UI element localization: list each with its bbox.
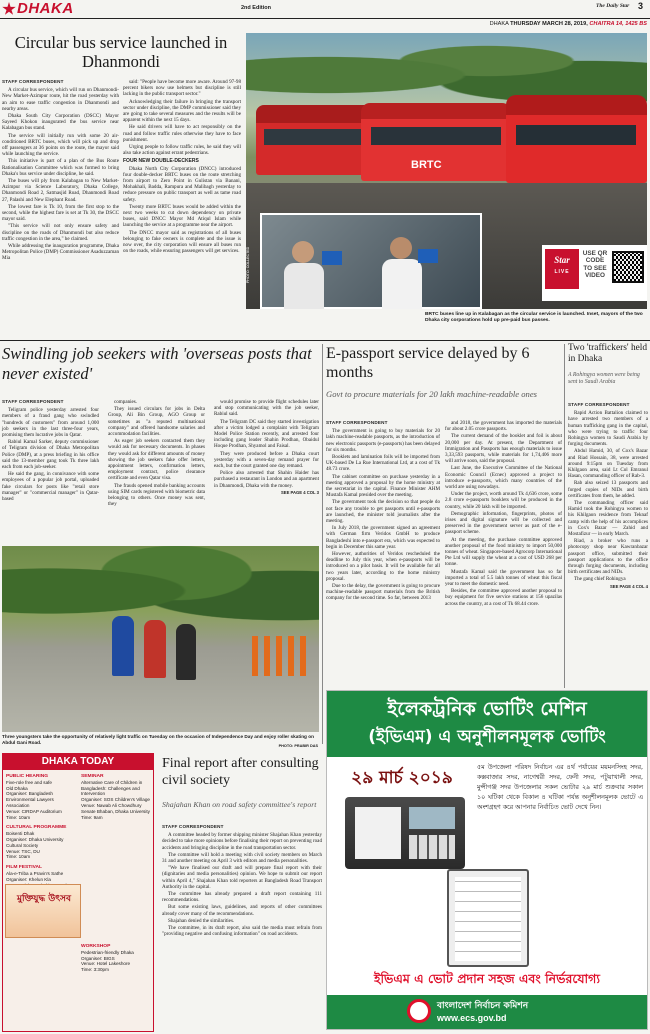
bus-story-headline: Circular bus service launched in Dhanmondi: [14, 33, 228, 71]
skating-photo-credit: PHOTO: PRABIR DAS: [278, 744, 318, 748]
paragraph: Due to the delay, the government is going to procure machine-readable passport materials from the British company for the second time. So far, between 2013: [326, 583, 440, 602]
bus-shape-3: [506, 95, 647, 183]
bus-shape-2: BRTC: [361, 103, 511, 181]
trafficker-deck: A Rohingya women were being sent to Saudi Arabia: [568, 372, 640, 385]
traffic-cones: [252, 636, 312, 676]
paragraph: Twenty more BRTC buses would be added within the next two weeks to cut down dependency on private buses, said DNCC Mayor Md Atiqul Islam while launching the service at a programme near the airport.: [123, 203, 241, 229]
paragraph: The buses will ply from Kalabagan to New Market-Azimpur via Science Laboratory, Dhaka College, Dhanmondi Road 2, Satmasjid Road, Dhanmondi Road 27, Palashi and New Elephant Road.: [2, 178, 119, 203]
edition-label: 2nd Edition: [241, 5, 271, 11]
dateline-city: DHAKA: [489, 21, 509, 27]
paragraph: A committee headed by former shipping minister Shajahan Khan yesterday decided to take more opinions before finalising their report on preventing road accidents and bringing discipline in the road transportation sector.: [162, 832, 322, 851]
ad-body: ৫ম উপজেলা পরিষদ নির্বাচন এর ৪র্থ পর্যায়ের ময়মনসিংহ সদর, কক্সবাজার সদর, নাগেশ্বরী সদর, ফেনী সদর, পটুয়াখালী সদর, মুন্সীগঞ্জ সদর উপজেলার সকল ভোটার ২৯ মার্চ শুক্রবার সকাল ১০ ঘটিকা থেকে বিকাল ৪ ঘটিকা পর্যন্ত অনুশীলনমূলক ভোটে এ অংশগ্রহণ করে আপনার নির্বাচিত ভোট দেখে নিন।: [477, 764, 643, 811]
paragraph: This initiative is part of a plan of the Bus Route Rationalisation Committee which was formed to bring Dhaka's bus service under discipline, he said.: [2, 158, 119, 177]
event-detail: Five-role free and safe: [6, 779, 52, 785]
event-detail: Ala-e-Triba a Pravin's Sathe: [6, 870, 64, 876]
paragraph: Acknowledging their failure in bringing the transport sector under discipline, the DMP commissioner said they are going to take several measures and the results will be apparent within the next 15 days.: [123, 98, 241, 124]
section-rule-1: [0, 340, 650, 341]
bus-photo-caption: BRTC buses line up in Kalabagan as the circular service is launched. Inset, mayors of the two Dhaka city corporations hold up pre-paid bus passes.: [425, 312, 643, 323]
paper-name: The Daily Star: [596, 3, 630, 9]
paragraph: Abdul Hamid, 30, of Cox's Bazar and Riad Hossain, 38, were arrested around 9:15pm on Tuesday from Khilgaon area, said Lt Col Emranul Hasan, commanding officer of Rab-3.: [568, 448, 648, 480]
event-detail: Organiser: Khelun Kla: [6, 876, 51, 882]
ec-seal-icon: [407, 999, 431, 1023]
paragraph: and 2018, the government has imported the materials for about 2.05 crore passports.: [445, 420, 562, 433]
epass-headline: E-passport service delayed by 6 months: [326, 345, 530, 381]
ec-org-name: বাংলাদেশ নির্বাচন কমিশন: [437, 1001, 529, 1011]
tree-shape: [246, 33, 647, 103]
dhaka-today-col2-bottom: [81, 944, 151, 978]
paragraph: Under the project, worth around Tk 4,636 crore, some 2.8 crore e-passports booklets will be produced in the country, while 20 lakh will be imported.: [445, 491, 562, 510]
byline: STAFF CORRESPONDENT: [568, 402, 630, 407]
event-category: CULTURAL PROGRAMME: [6, 825, 67, 831]
paragraph: The frauds opened mobile banking accounts using SIM cards registered with biometric data belonging to others. Once money was sent, they: [108, 482, 205, 508]
event-detail: Venue: TSC, DU: [6, 848, 40, 854]
paragraph: Police also arrested that Shahin Haider has purchased a restaurant in London and an apartment in Dhanmondi, Dhaka with the money.: [214, 470, 319, 489]
dhaka-today-title: DHAKA TODAY: [3, 754, 153, 770]
epass-deck: Govt to procure materials for 20 lakh machine-readable ones: [326, 389, 537, 399]
epass-col2: [445, 420, 562, 688]
event-detail: Pedestrian-friendly Dhaka: [81, 949, 134, 955]
paragraph: The commanding officer said Hamid took the Rohingya women to his Khilgaon residence from Teknaf camp with the help of his accomplices in Cox's Bazar — Zahid and Mostafizur — in early March.: [568, 500, 648, 538]
paragraph: would promise to provide flight schedules later and stop communicating with the job seeker, Rabiul said.: [214, 399, 319, 418]
job-col3-body: [214, 399, 319, 489]
ad-banner: [327, 691, 647, 757]
subhead-double-decker: FOUR NEW DOUBLE-DECKERS: [123, 158, 199, 165]
paragraph: Dhaka South City Corporation (DSCC) Mayor Sayeed Khokon inaugurated the bus service near Kalabagan bus stand.: [2, 113, 119, 132]
trafficker-headline: Two 'traffickers' held in Dhaka: [568, 343, 648, 364]
paragraph: But some existing laws, guidelines, and reports of other committees already cover many of the recommendations.: [162, 904, 322, 917]
byline: STAFF CORRESPONDENT: [2, 399, 64, 404]
final-story-deck: Shajahan Khan on road safety committee's report: [162, 800, 317, 809]
event-detail: Time: 3:30pm: [81, 967, 109, 973]
job-continue-ref: SEE PAGE 4 COL 3: [280, 489, 319, 495]
paragraph: The committee has already prepared a draft report containing 111 recommendations.: [162, 891, 322, 904]
event-category: FILM FESTIVAL: [6, 865, 43, 871]
paragraph: companies.: [114, 399, 138, 405]
paragraph: Mustafa Kamal said the government has so far imported a total of 5.5 lakh tonnes of wheat this fiscal year to meet the domestic need.: [445, 568, 562, 588]
epass-col1-body: [326, 428, 440, 601]
event-detail: Organiser: Dhaka University Cultural Society: [6, 836, 64, 848]
paragraph: Last June, the Executive Committee of the National Economic Council (Ecnec) approved a project to introduce e-passports, which many countries of the world are using nowadays.: [445, 465, 562, 491]
paragraph: However, authorities of Veridos rescheduled the deadline to July this year, when e-passports will be introduced on a pilot basis. It will be available for all two years later, according to the home ministry proposal.: [326, 551, 440, 582]
masthead-rule: [0, 18, 650, 19]
event-category: WORKSHOP: [81, 944, 111, 949]
qr-instruction: USE QR CODE TO SEE VIDEO: [582, 250, 608, 279]
event-detail: Venue: Hotel Lakeshore: [81, 961, 131, 967]
event-detail: Time: 10am: [6, 854, 31, 860]
paragraph: They issued circulars for jobs in Delta Group, Ali Bin Group, AGO Group or sometimes as "a reputed multinational company" and offered handsome salaries and accommodation facilities.: [108, 406, 205, 438]
live-badge: LIVE: [554, 269, 570, 275]
paragraph: Shajahan denied the similarities.: [168, 917, 235, 924]
ad-headline-2: (ইভিএম) এ অনুশীলনমূলক ভোটিং: [368, 727, 606, 747]
column-rule: [322, 344, 323, 744]
paragraph: While addressing the inauguration programme, Dhaka Metropolitan Police (DMP) Commissioner Asaduzzaman Mia: [2, 243, 119, 262]
bus-story-col2: [123, 79, 241, 339]
event-category: PUBLIC HEARING: [6, 774, 49, 779]
paragraph: Rabiul Kamal Sarker, deputy commissioner of Teligram division of Dhaka Metropolitan Police (DMP), at a press briefing in his office said the 13-member gang took Tk three lakh each from each job-seeker.: [2, 439, 99, 471]
bus-photo: [246, 33, 647, 309]
paragraph: The gang chief Rohingya: [574, 576, 626, 583]
dateline-date: THURSDAY MARCH 28, 2019,: [510, 21, 588, 27]
evm-machine-illustration: [345, 797, 465, 869]
byline: STAFF CORRESPONDENT: [2, 79, 64, 84]
ad-headline-1: ইলেকট্রনিক ভোটিং মেশিন: [387, 698, 587, 720]
page-number: 3: [638, 1, 644, 11]
section-logo: [2, 1, 82, 17]
bus-col2-body: [123, 79, 241, 156]
event-category: SEMINAR: [81, 774, 104, 779]
dhaka-today-col2-top: [81, 774, 151, 820]
event-detail: Boisenti Dhak: [6, 831, 35, 837]
ec-website[interactable]: www.ecs.gov.bd: [437, 1013, 507, 1023]
paragraph: The government took the decision so that people do not face any trouble to get passports until e-passports are launched, the minister told journalists after the meeting.: [326, 499, 440, 525]
skating-photo: [2, 546, 319, 732]
paragraph: said: "People have become more aware. Around 97-98 percent bikers now use helmets but discipline is still lacking in the public transport sector.": [123, 79, 241, 98]
star-live-logo-text: Star: [554, 255, 570, 265]
event-detail: Organiser: SOS Children's Village: [81, 797, 150, 803]
final-story-text: [162, 832, 322, 937]
paragraph: The DNCC mayor said as registrations of all buses belonging to fake owners is complete and the issue is now over, the city corporation will ensure all buses run on the roads, while ensuring passengers will get services.: [123, 229, 241, 255]
paragraph: The cabinet committee on purchase yesterday in a meeting approved a proposal by the home ministry at the secretariat in the capital. Finance Minister AHM Mustafa Kamal presided over the meeting.: [326, 473, 440, 499]
paragraph: Rapid Action Battalion claimed to have arrested two members of a human trafficking gang in the capital, who were trying to traffic four Rohingya women to Saudi Arabia by forging documents.: [568, 410, 648, 448]
event-detail: Venue: Nawab Ali Chowdhury Senate Bhaban, Dhaka University: [81, 802, 150, 814]
paragraph: The Teligram DC said they started investigation after a victim lodged a complaint with Teligram Model Police Station recently, and arrested four including gang leader Shahin Prodhan, Obaidul Hoque Prodhan, Shyamol and Faisal.: [214, 418, 319, 450]
paragraph: Riad, a broker who runs a photocopy shop near Kawranbazar passport office, submitted their passport applications to the office through forging documents, including birth certificates and NIDs.: [568, 538, 648, 576]
event-detail: Alternative Care of Children in Bangladesh: Challenges and Intervention: [81, 779, 143, 797]
trafficker-body: [568, 402, 648, 686]
paragraph: Besides, the committee approved another proposal to buy equipment for five service stations at 156 upazilas across the country, at a cost of Tk 68.44 crore.: [445, 588, 562, 607]
paragraph: Dhaka North City Corporation (DNCC) introduced four double-decker BRTC buses on the route stretching from airport to Zero Point in Gulistan via Banani, Mohakhali, Badda, Rampura and Malibagh yesterday to reduce pressure on public transport as well as tame road safety.: [123, 165, 241, 203]
masthead: [0, 0, 650, 18]
skater-1: [112, 616, 134, 676]
paragraph: Demographic information, fingerprints, photos of irises and digital signature will be collected and preserved in the government server as part of the e-passport scheme.: [445, 510, 562, 536]
paragraph: He said the gang, in connivance with some employees of a popular job portal, uploaded fake circulars for posts like "retail store manager" or "commercial manager" in Qatar-based: [2, 471, 99, 503]
skater-3: [176, 624, 196, 680]
job-story-headline: Swindling job seekers with 'overseas posts that never existed': [2, 344, 312, 383]
event-detail: Venue: CIRDAP Auditorium: [6, 808, 62, 814]
ballot-unit-illustration: [447, 869, 529, 967]
ad-slogan: ইভিএম এ ভোট প্রদান সহজ এবং নির্ভরযোগ্য: [373, 971, 600, 986]
job-story-col2: [108, 399, 205, 539]
paragraph: Teligram police yesterday arrested four members of a fraud gang who swindled "hundreds of customers" from around 1,000 job seekers in the last three-four years, promising them lucrative jobs in Qatar.: [2, 407, 99, 439]
paragraph: The current demand of the booklet and foil is about 20,000 per day. At present, the Department of Immigration and Passports has enough materials to issue 3,33,593 passports, while materials for 1,74,406 more will arrive soon, said the proposal.: [445, 433, 562, 465]
paragraph: Urging people to follow traffic rules, he said they will also take action against errant pedestrians.: [123, 144, 241, 157]
star-live-logo: [545, 249, 579, 289]
ec-evm-advertisement: [326, 690, 648, 1030]
byline: STAFF CORRESPONDENT: [326, 420, 388, 425]
event-detail: Old Dhaka: [6, 785, 28, 791]
trafficker-continue-ref: SEE PAGE 4 COL 4: [609, 583, 648, 589]
paragraph: The committee, in its draft report, also said the media must refrain from "providing negative and confusing information" on road accidents.: [162, 925, 322, 938]
mayors-inset-photo: [260, 213, 482, 309]
paragraph: "We have finalised our draft and will prepare final report with their (dignitaries and media personalities) opinion. We hope to submit our report within April 4," Shajahan Khan told reporters at Bangladesh Road Transport Authority in the capital.: [162, 865, 322, 890]
job-col2-body: [108, 399, 205, 507]
event-detail: Time: 9am: [81, 814, 103, 820]
paragraph: The committee will hold a meeting with civil society members on March 31 and another meeting on April 3 with editors and media personalities.: [162, 851, 322, 865]
event-detail: Organiser: BIGS: [81, 955, 115, 961]
job-story-col1: [2, 399, 99, 539]
dateline: [455, 20, 647, 30]
paragraph: He said drivers will have to act responsibly on the road and follow traffic rules otherwise they have to face punishment.: [123, 124, 241, 143]
star-live-qr-box[interactable]: [542, 245, 647, 301]
section-title: DHAKA: [17, 0, 74, 17]
paragraph: Rab also seized 13 passports and forged copies of NIDs and birth certificates from them, he added.: [568, 480, 648, 499]
dhaka-today-panel: [2, 753, 154, 1032]
event-item: [6, 774, 76, 820]
job-story-col3: [214, 399, 319, 539]
event-detail: Time: 10am: [6, 814, 31, 820]
paragraph: The government is going to buy materials for 20 lakh machine-readable passports, as the introduction of new electronic passports (e-passports) has been delayed for six months.: [326, 428, 440, 453]
event-poster-text: মুক্তিযুদ্ধ উৎসব: [16, 894, 71, 904]
paragraph: "This service will not only ensure safety and discipline on the roads of Dhanmondi but also reduce traffic congestion in the area," he claimed.: [2, 223, 119, 242]
skater-2: [144, 620, 166, 678]
bus-story-col1: [2, 79, 119, 339]
paragraph: At the meeting, the purchase committee approved another proposal of the food ministry to import 50,000 tonnes of wheat. Singapore-based Agrocorp International Pte Ltd will supply the wheat at a cost of USD 268 per tonne.: [445, 536, 562, 568]
ec-logo-bar: [327, 995, 647, 1029]
epass-col2-body: [445, 420, 562, 607]
trafficker-body-text: [568, 410, 648, 582]
final-story-body: [162, 824, 322, 1032]
ad-date: ২৯ মার্চ ২০১৯: [351, 768, 453, 788]
star-mark-icon: [2, 2, 16, 16]
paragraph: As eager job seekers contacted them they would ask for necessary documents. In phases they would ask for different amounts of money showing the job seekers fake offer letters, appointment letters, confirmation letters, employment contract, police clearance certificate and even Qatar visa.: [108, 438, 205, 482]
photo-credit-bus: PHOTO: COLLECTED: [246, 246, 250, 283]
byline: STAFF CORRESPONDENT: [162, 824, 224, 829]
bus-col1-body: [2, 87, 119, 261]
dateline-bangla: CHAITRA 14, 1425 BS: [589, 21, 647, 27]
skating-caption: Three youngsters take the opportunity of relatively light traffic on Tuesday on the occasion of Independence Day and enjoy roller skating on Abdul Gani Road.: [2, 734, 314, 745]
paragraph: A circular bus service, which will run on Dhanmondi-New Market-Azimpur route, hit the road yesterday with an aim to ease traffic congestion in Dhanmondi and nearby areas.: [2, 87, 119, 112]
paragraph: Booklets and lamination foils will be imported from UK-based De La Rue International Ltd, at a cost of Tk 48.73 crore.: [326, 454, 440, 473]
event-item: [6, 825, 76, 860]
paragraph: The service will initially run with some 20 air-conditioned BRTC buses, which will pick up and drop off passengers at 36 points on the route, the mayor said while launching the service.: [2, 132, 119, 158]
paragraph: In July 2018, the government signed an agreement with German firm Veridos GmbH to produce Bangladeshi into e-passport era, which was expected to begin in December this same year.: [326, 525, 440, 550]
qr-code-icon[interactable]: [612, 251, 644, 283]
event-item: [81, 774, 151, 820]
epass-col1: [326, 420, 440, 688]
final-story-headline: Final report after consulting civil society: [162, 756, 319, 788]
paragraph: They were produced before a Dhaka court yesterday with a seven-day remand prayer for each, but the court granted one day remand.: [214, 450, 319, 470]
paragraph: The lowest fare is Tk 10, from the first stop to the second, while the highest fare is set at Tk 30, the DSCC mayor said.: [2, 203, 119, 223]
bus-col2b-body: [123, 166, 241, 255]
event-detail: Organiser: Bangladesh Environmental Lawyers Association: [6, 791, 54, 808]
event-poster: [5, 884, 81, 938]
event-item: [81, 944, 151, 973]
column-rule: [564, 344, 565, 688]
job-col1-body: [2, 407, 99, 502]
